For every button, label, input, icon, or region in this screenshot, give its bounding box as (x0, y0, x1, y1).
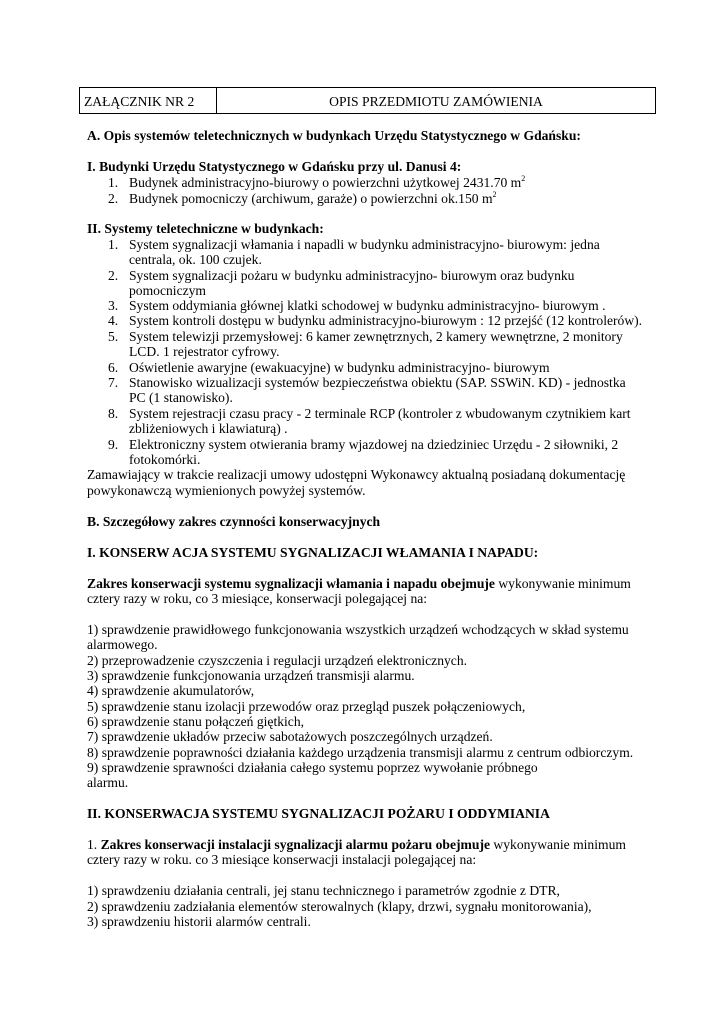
header-attachment-number: ZAŁĄCZNIK NR 2 (80, 88, 217, 113)
fire-item: 1) sprawdzeniu działania centrali, jej stanu technicznego i parametrów zgodnie z DTR, (87, 883, 560, 898)
list-item: 1. Budynek administracyjno-biurowy o powierzchni użytkowej 2431.70 $m^2$ (108, 174, 526, 190)
list-item: 3. System oddymiania głównej klatki schodowej w budynku administracyjno- biurowym . (108, 298, 606, 313)
fire-title: II. KONSERWACJA SYSTEMU SYGNALIZACJI POŻARU I ODDYMIANIA (87, 806, 550, 821)
section-b-title: B. Szczegółowy zakres czynności konserwacyjnych (87, 514, 381, 529)
list-item: 7. Stanowisko wizualizacji systemów bezpieczeństwa obiektu (SAP. SSWiN. KD) - jednostka (108, 375, 626, 390)
burglary-scope-continuation: cztery razy w roku, co 3 miesiące, konserwacji polegającej na: (87, 591, 428, 606)
burglary-item: 6) sprawdzenie stanu połączeń giętkich, (87, 714, 305, 729)
systems-title: II. Systemy teletechniczne w budynkach: (87, 221, 324, 236)
burglary-item: 9) sprawdzenie sprawności działania całego systemu poprzez wywołanie próbnego (87, 760, 538, 775)
burglary-item: 5) sprawdzenie stanu izolacji przewodów oraz przegląd puszek połączeniowych, (87, 699, 526, 714)
list-item-continuation: zbliżeniowych i klawiaturą) . (129, 421, 288, 436)
header-title: OPIS PRZEDMIOTU ZAMÓWIENIA (329, 94, 543, 109)
burglary-item: alarmu. (87, 775, 129, 790)
burglary-item: 4) sprawdzenie akumulatorów, (87, 683, 255, 698)
buildings-title: I. Budynki Urzędu Statystycznego w Gdańsku przy ul. Danusi 4: (87, 159, 462, 174)
systems-note-continuation: powykonawczą wymienionych powyżej systemów. (87, 483, 366, 498)
fire-scope-continuation: cztery razy w roku. co 3 miesiące konserwacji instalacji polegającej na: (87, 852, 477, 867)
list-item: 6. Oświetlenie awaryjne (ewakuacyjne) w budynku administracyjno- biurowym (108, 360, 550, 375)
burglary-title: I. KONSERW ACJA SYSTEMU SYGNALIZACJI WŁAMANIA I NAPADU: (87, 545, 539, 560)
list-item-continuation: PC (1 stanowisko). (129, 390, 233, 405)
header-table (79, 87, 656, 114)
list-item-continuation: pomocniczym (129, 283, 207, 298)
burglary-item: alarmowego. (87, 637, 158, 652)
list-item-continuation: centrala, ok. 100 czujek. (129, 252, 262, 267)
list-item: 9. Elektroniczny system otwierania bramy wjazdowej na dziedziniec Urzędu - 2 siłowniki, 2 (108, 437, 619, 452)
fire-scope: 1. Zakres konserwacji instalacji sygnalizacji alarmu pożaru obejmuje wykonywanie minimum (87, 837, 626, 852)
fire-item: 2) sprawdzeniu zadziałania elementów sterowalnych (klapy, drzwi, sygnału monitorowania), (87, 899, 592, 914)
systems-note: Zamawiający w trakcie realizacji umowy udostępni Wykonawcy aktualną posiadaną dokumentację (87, 467, 626, 482)
list-item: 2. System sygnalizacji pożaru w budynku administracyjno- biurowym oraz budynku (108, 268, 575, 283)
burglary-item: 7) sprawdzenie układów przeciw sabotażowych poszczególnych urządzeń. (87, 729, 493, 744)
fire-item: 3) sprawdzeniu historii alarmów centrali. (87, 914, 311, 929)
list-item: 2. Budynek pomocniczy (archiwum, garaże) o powierzchni ok.150 $m^2$ (108, 190, 497, 206)
list-item: 5. System telewizji przemysłowej: 6 kamer zewnętrznych, 2 kamery wewnętrzne, 2 monitory (108, 329, 623, 344)
burglary-item: 1) sprawdzenie prawidłowego funkcjonowania wszystkich urządzeń wchodzących w skład systemu (87, 622, 629, 637)
burglary-item: 8) sprawdzenie poprawności działania każdego urządzenia transmisji alarmu z centrum odbiorczym. (87, 745, 634, 760)
list-item: 1. System sygnalizacji włamania i napadli w budynku administracyjno- biurowym: jedna (108, 237, 600, 252)
burglary-scope: Zakres konserwacji systemu sygnalizacji włamania i napadu obejmuje wykonywanie minimum (87, 576, 631, 591)
burglary-item: 2) przeprowadzenie czyszczenia i regulacji urządzeń elektronicznych. (87, 653, 468, 668)
list-item-continuation: LCD. 1 rejestrator cyfrowy. (129, 344, 280, 359)
list-item: 8. System rejestracji czasu pracy - 2 terminale RCP (kontroler z wbudowanym czytnikiem kart (108, 406, 631, 421)
list-item-continuation: fotokomórki. (129, 452, 201, 467)
burglary-item: 3) sprawdzenie funkcjonowania urządzeń transmisji alarmu. (87, 668, 415, 683)
list-item: 4. System kontroli dostępu w budynku administracyjno-biurowym : 12 przejść (12 kontrolerów). (108, 313, 643, 328)
section-a-title: A. Opis systemów teletechnicznych w budynkach Urzędu Statystycznego w Gdańsku: (87, 128, 581, 143)
